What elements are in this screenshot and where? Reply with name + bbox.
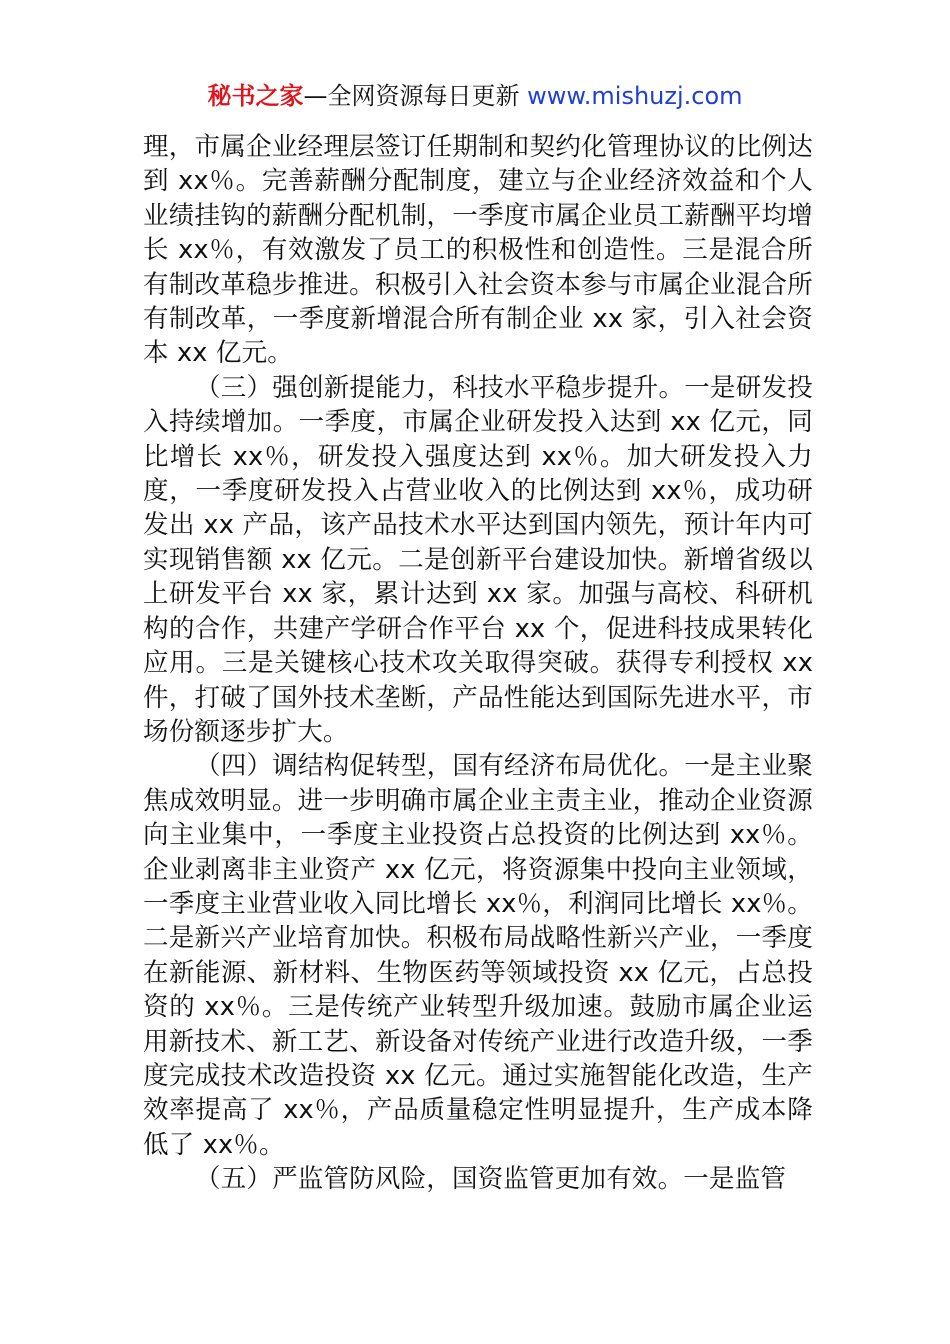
site-url-link[interactable]: www.mishuzj.com xyxy=(527,82,743,110)
header-tagline: —全网资源每日更新 xyxy=(303,82,528,110)
site-header xyxy=(0,78,950,114)
paragraph-section-3-innovation: （三）强创新提能力，科技水平稳步提升。一是研发投入持续增加。一季度，市属企业研发投入达到 xx 亿元，同比增长 xx％，研发投入强度达到 xx％。加大研发投入力度，一季度研发投入占营业收入的比例达到 xx％，成功研发出 xx 产品，该产品技术水平达到国内领先，预计年内可实现销售额 xx 亿元。二是创新平台建设加快。新增省级以上研发平台 xx 家，累计达到 xx 家。加强与高校、科研机构的合作，共建产学研合作平台 xx 个，促进科技成果转化应用。三是关键核心技术攻关取得突破。获得专利授权 xx 件，打破了国外技术垄断，产品性能达到国际先进水平，市场份额逐步扩大。 xyxy=(143,372,813,747)
brand-name: 秘书之家 xyxy=(207,82,304,110)
paragraph-section-4-structure: （四）调结构促转型，国有经济布局优化。一是主业聚焦成效明显。进一步明确市属企业主责主业，推动企业资源向主业集中，一季度主业投资占总投资的比例达到 xx％。企业剥离非主业资产 xx 亿元，将资源集中投向主业领域，一季度主业营业收入同比增长 xx％，利润同比增长 xx％。二是新兴产业培育加快。积极布局战略性新兴产业，一季度在新能源、新材料、生物医药等领域投资 xx 亿元，占总投资的 xx％。三是传统产业转型升级加速。鼓励市属企业运用新技术、新工艺、新设备对传统产业进行改造升级，一季度完成技术改造投资 xx 亿元。通过实施智能化改造，生产效率提高了 xx％，产品质量稳定性明显提升，生产成本降低了 xx％。 xyxy=(143,751,813,1160)
document-body xyxy=(143,130,813,1197)
paragraph-reform-continued: 理，市属企业经理层签订任期制和契约化管理协议的比例达到 xx％。完善薪酬分配制度，建立与企业经济效益和个人业绩挂钩的薪酬分配机制，一季度市属企业员工薪酬平均增长 xx％，有效激发了员工的积极性和创造性。三是混合所有制改革稳步推进。积极引入社会资本参与市属企业混合所有制改革，一季度新增混合所有制企业 xx 家，引入社会资本 xx 亿元。 xyxy=(143,132,813,369)
paragraph-section-5-supervision: （五）严监管防风险，国资监管更加有效。一是监管 xyxy=(195,1164,787,1195)
